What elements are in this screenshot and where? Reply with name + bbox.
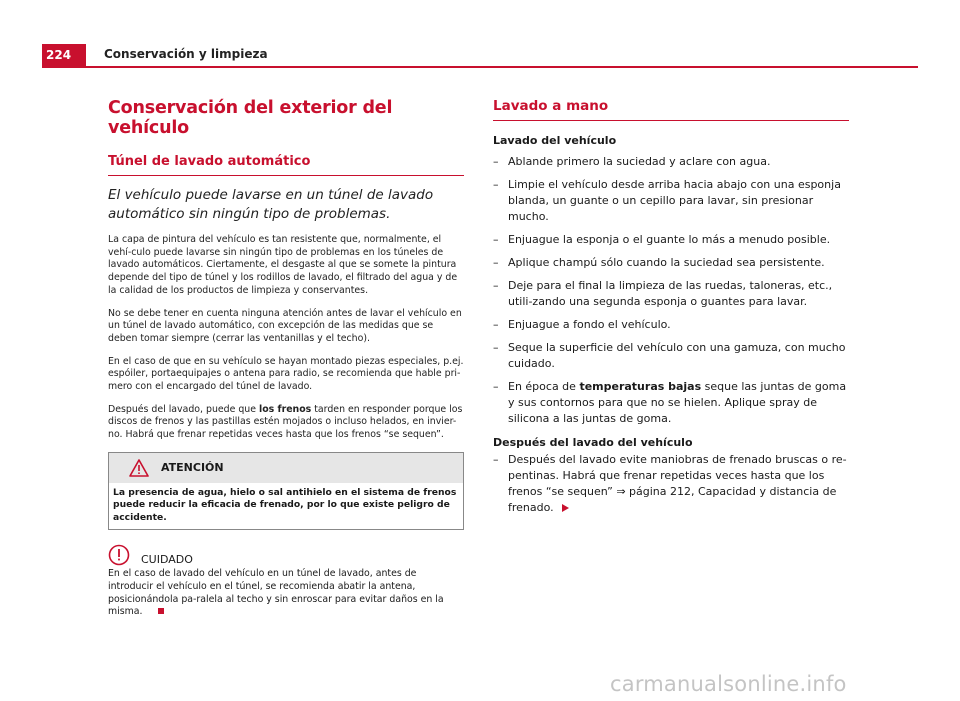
list-item-text: Limpie el vehículo desde arriba hacia abajo con una esponja blanda, un guante o un cepillo para lavar, sin presionar mucho. bbox=[508, 178, 841, 223]
list-item bbox=[493, 255, 849, 271]
list-bullet: – bbox=[493, 453, 499, 466]
section-rule bbox=[493, 120, 849, 121]
list-item-text: Enjuague la esponja o el guante lo más a menudo posible. bbox=[508, 233, 831, 246]
list-item-text: Enjuague a fondo el vehículo. bbox=[508, 318, 671, 331]
list-item-text: Después del lavado evite maniobras de frenado bruscas o re-pentinas. Habrá que frenar repetidas veces hasta que los frenos “se sequen” ⇒ página 212, Capacidad y distancia de frenado. bbox=[508, 453, 847, 514]
list-item-text-post: seque las juntas de goma y sus contornos para que no se hielen. Aplique spray de silicona a las juntas de goma. bbox=[508, 380, 847, 425]
warning-header bbox=[109, 453, 463, 483]
list-item bbox=[493, 317, 849, 333]
warning-triangle-icon bbox=[129, 459, 149, 477]
list-item bbox=[493, 232, 849, 248]
list-item bbox=[493, 278, 849, 310]
instruction-list bbox=[493, 154, 849, 427]
list-item-text: Seque la superficie del vehículo con una gamuza, con mucho cuidado. bbox=[508, 341, 846, 370]
list-item-text: Deje para el final la limpieza de las ruedas, taloneras, etc., utili-zando una segunda esponja o guantes para lavar. bbox=[508, 279, 833, 308]
left-column bbox=[108, 98, 464, 619]
list-item bbox=[493, 154, 849, 170]
continue-arrow-icon bbox=[562, 504, 569, 512]
sub-title: Túnel de lavado automático bbox=[108, 154, 311, 169]
group-title-lavado: Lavado del vehículo bbox=[493, 134, 617, 147]
list-bullet: – bbox=[493, 318, 499, 331]
lead-paragraph: El vehículo puede lavarse en un túnel de lavado automático sin ningún tipo de problemas. bbox=[108, 187, 434, 222]
caution-header bbox=[108, 544, 464, 566]
right-column bbox=[493, 98, 849, 516]
sub-title-rule bbox=[108, 175, 464, 176]
header-rule bbox=[42, 66, 918, 68]
caution-circle-icon bbox=[108, 544, 130, 566]
list-bullet: – bbox=[493, 256, 499, 269]
list-bullet: – bbox=[493, 178, 499, 191]
running-header: Conservación y limpieza bbox=[104, 47, 268, 61]
main-title: Conservación del exterior del vehículo bbox=[108, 98, 393, 138]
paragraph-4-pre: Después del lavado, puede que bbox=[108, 403, 259, 415]
caution-text bbox=[108, 568, 464, 619]
group-title-despues: Después del lavado del vehículo bbox=[493, 436, 693, 449]
list-bullet: – bbox=[493, 279, 499, 292]
list-item bbox=[493, 340, 849, 372]
page-number: 224 bbox=[42, 44, 86, 66]
section-title: Lavado a mano bbox=[493, 98, 609, 114]
paragraph-4 bbox=[108, 404, 464, 442]
list-bullet: – bbox=[493, 233, 499, 246]
list-bullet: – bbox=[493, 380, 499, 393]
caution-body: En el caso de lavado del vehículo en un túnel de lavado, antes de introducir el vehículo en el túnel, se recomienda abatir la antena, posicionándola pa-ralela al techo y sin enroscar para evitar daños en la misma. bbox=[108, 568, 444, 618]
warning-label: ATENCIÓN bbox=[161, 461, 224, 475]
end-of-section-marker bbox=[158, 608, 164, 614]
list-item-text-bold: temperaturas bajas bbox=[579, 380, 702, 393]
list-item bbox=[493, 379, 849, 427]
list-item bbox=[493, 177, 849, 225]
paragraph-1: La capa de pintura del vehículo es tan resistente que, normalmente, el vehí-culo puede lavarse sin ningún tipo de problemas en los túneles de lavado automáticos. Ciertamente, el desgaste al que se somete la pintura depende del tipo de túnel y los rodillos de lavado, el filtrado del agua y de la calidad de los productos de limpieza y conservantes. bbox=[108, 234, 458, 296]
paragraph-4-bold: los frenos bbox=[259, 403, 312, 415]
after-wash-list bbox=[493, 452, 849, 516]
caution-label: CUIDADO bbox=[141, 553, 193, 567]
paragraph-4-post: tarden en responder porque los discos de frenos y las pastillas estén mojados o incluso helados, en invier-no. Habrá que frenar repetidas veces hasta que los frenos “se sequen”. bbox=[108, 403, 463, 441]
list-item-text: Ablande primero la suciedad y aclare con agua. bbox=[508, 155, 771, 168]
warning-box bbox=[108, 452, 464, 531]
list-bullet: – bbox=[493, 155, 499, 168]
warning-text: La presencia de agua, hielo o sal antihielo en el sistema de frenos puede reducir la eficacia de frenado, por lo que existe peligro de accidente. bbox=[113, 486, 457, 523]
paragraph-3: En el caso de que en su vehículo se hayan montado piezas especiales, p.ej. espóiler, portaequipajes o antena para radio, se recomienda que hable pri-mero con el encargado del túnel de lavado. bbox=[108, 355, 464, 393]
watermark: carmanualsonline.info bbox=[610, 672, 847, 696]
list-bullet: – bbox=[493, 341, 499, 354]
list-item-text-pre: En época de bbox=[508, 380, 580, 393]
paragraph-2: No se debe tener en cuenta ninguna atención antes de lavar el vehículo en un túnel de lavado automático, con excepción de las medidas que se deben tomar siempre (cerrar las ventanillas y el techo). bbox=[108, 307, 462, 344]
list-item-text: Aplique champú sólo cuando la suciedad sea persistente. bbox=[508, 256, 825, 269]
list-item bbox=[493, 452, 849, 516]
